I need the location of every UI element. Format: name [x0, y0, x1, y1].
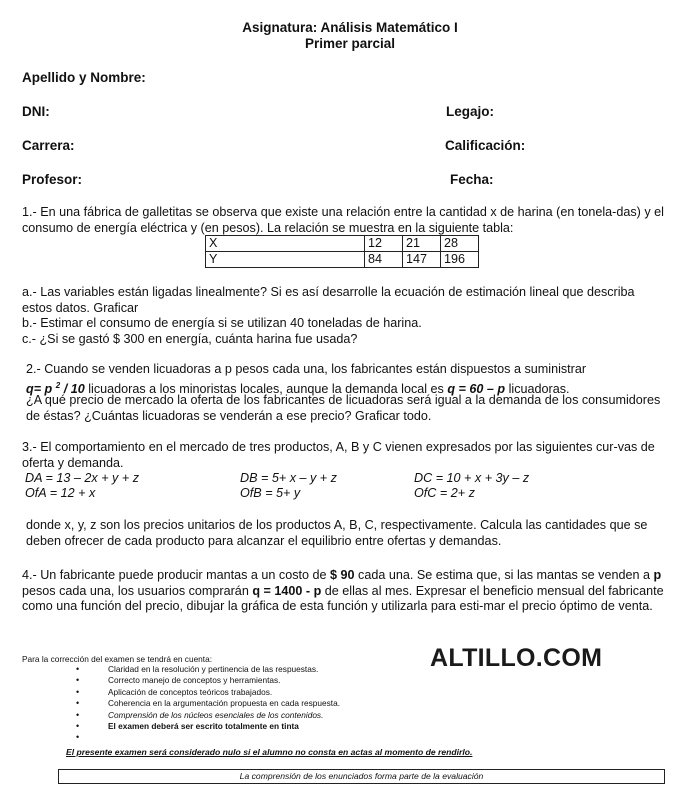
criteria-list — [74, 664, 340, 744]
legajo-field-label: Legajo: — [446, 104, 495, 119]
bullet-icon: • — [76, 732, 80, 743]
table-cell: 84 — [365, 252, 403, 268]
list-item: • Coherencia en la argumentación propuesta en cada respuesta. — [76, 698, 341, 709]
table-cell: 12 — [365, 236, 403, 252]
harina-energia-table — [205, 235, 479, 268]
list-item: • Correcto manejo de conceptos y herramientas. — [76, 675, 281, 686]
profesor-field-label: Profesor: — [22, 172, 83, 187]
list-item: • Comprensión de los núcleos esenciales de los contenidos. — [76, 709, 324, 720]
bullet-icon: • — [76, 664, 80, 674]
bullet-icon: • — [76, 686, 80, 697]
table-cell: Y — [206, 252, 365, 268]
nulo-notice: El presente examen será considerado nulo si el alumno no consta en actas al momento de rendirlo. — [66, 747, 473, 757]
list-item: • El examen deberá ser escrito totalmente en tinta — [76, 720, 299, 731]
list-item: • Aplicación de conceptos teóricos trabajados. — [76, 686, 273, 697]
table-cell: 196 — [441, 252, 479, 268]
subject-title: Asignatura: Análisis Matemático I — [242, 20, 458, 35]
carrera-field-label: Carrera: — [22, 138, 75, 153]
problem-2-line-2: q= p $^2$ / 10 licuadoras a los minoristas locales, aunque la demanda local es q = 60 – p licuadoras. — [26, 381, 570, 397]
equation-da: DA = 13 – 2x + y + z — [25, 471, 139, 485]
problem-1-c: c.- ¿Si se gastó $ 300 en energía, cuánta harina fue usada? — [22, 332, 358, 346]
footer-note: La comprensión de los enunciados forma parte de la evaluación — [58, 769, 665, 784]
bullet-icon: • — [76, 698, 80, 709]
table-cell: 147 — [403, 252, 441, 268]
equation-dc: DC = 10 + x + 3y – z — [414, 471, 530, 485]
problem-1-intro: 1.- En una fábrica de galletitas se observa que existe una relación entre la cantidad x de harina (en tonela-das) y el consumo de energía eléctrica y (en pesos). La relación se muestra en la siguiente tabla: — [22, 205, 664, 235]
bullet-icon: • — [76, 709, 80, 720]
problem-3-closing: donde x, y, z son los precios unitarios de los productos A, B, C, respectivamente. Calcula las cantidades que se deben ofrecer de cada producto para alcanzar el equilibrio entre ofertas y demandas. — [26, 518, 648, 548]
table-cell: 21 — [403, 236, 441, 252]
bullet-icon: • — [76, 675, 80, 686]
calificacion-field-label: Calificación: — [445, 138, 526, 153]
problem-1-b: b.- Estimar el consumo de energía si se utilizan 40 toneladas de harina. — [22, 316, 422, 330]
fecha-field-label: Fecha: — [450, 172, 494, 187]
problem-3-intro: 3.- El comportamiento en el mercado de tres productos, A, B y C vienen expresados por las siguientes cur-vas de oferta y demanda. — [22, 440, 655, 470]
altillo-logo: ALTILLO.COM — [430, 644, 603, 672]
demand-equation: q = 60 – p — [447, 382, 506, 397]
problem-2-line-1: 2.- Cuando se venden licuadoras a p pesos cada una, los fabricantes están dispuestos a suministrar — [26, 362, 587, 376]
table-row — [206, 236, 479, 252]
dni-field-label: DNI: — [22, 104, 50, 119]
problem-4: 4.- Un fabricante puede producir mantas a un costo de $ 90 cada una. Se estima que, si las mantas se venden a p pesos cada una, los usuarios comprarán q = 1400 - p de ellas al mes. Expresar el beneficio mensual del fabricante como una función del precio, dibujar la gráfica de esta función y utilizarla para esti-mar el precio óptimo de venta. — [22, 568, 664, 614]
problem-2-question: ¿A qué precio de mercado la oferta de los fabricantes de licuadoras será igual a la demanda de los consumidores de éstas? ¿Cuántas licuadoras se venderán a ese precio? Graficar todo. — [26, 393, 661, 423]
equation-db: DB = 5+ x – y + z — [240, 471, 337, 485]
problem-1-a: a.- Las variables están ligadas linealmente? Si es así desarrolle la ecuación de estimación lineal que describa estos datos. Graficar — [22, 285, 635, 315]
equation-ofa: OfA = 12 + x — [25, 486, 96, 500]
supply-equation: q= p $^2$ / 10 — [26, 381, 85, 397]
table-cell: 28 — [441, 236, 479, 252]
equation-ofc: OfC = 2+ z — [414, 486, 475, 500]
name-field-label: Apellido y Nombre: — [22, 70, 146, 85]
equation-ofb: OfB = 5+ y — [240, 486, 301, 500]
list-item: • Claridad en la resolución y pertinencia de las respuestas. — [76, 664, 319, 674]
table-cell: X — [206, 236, 365, 252]
criteria-intro: Para la corrección del examen se tendrá en cuenta: — [22, 654, 213, 664]
exam-title: Primer parcial — [304, 36, 396, 51]
table-row — [206, 252, 479, 268]
bullet-icon: • — [76, 720, 80, 731]
list-item — [74, 732, 340, 743]
